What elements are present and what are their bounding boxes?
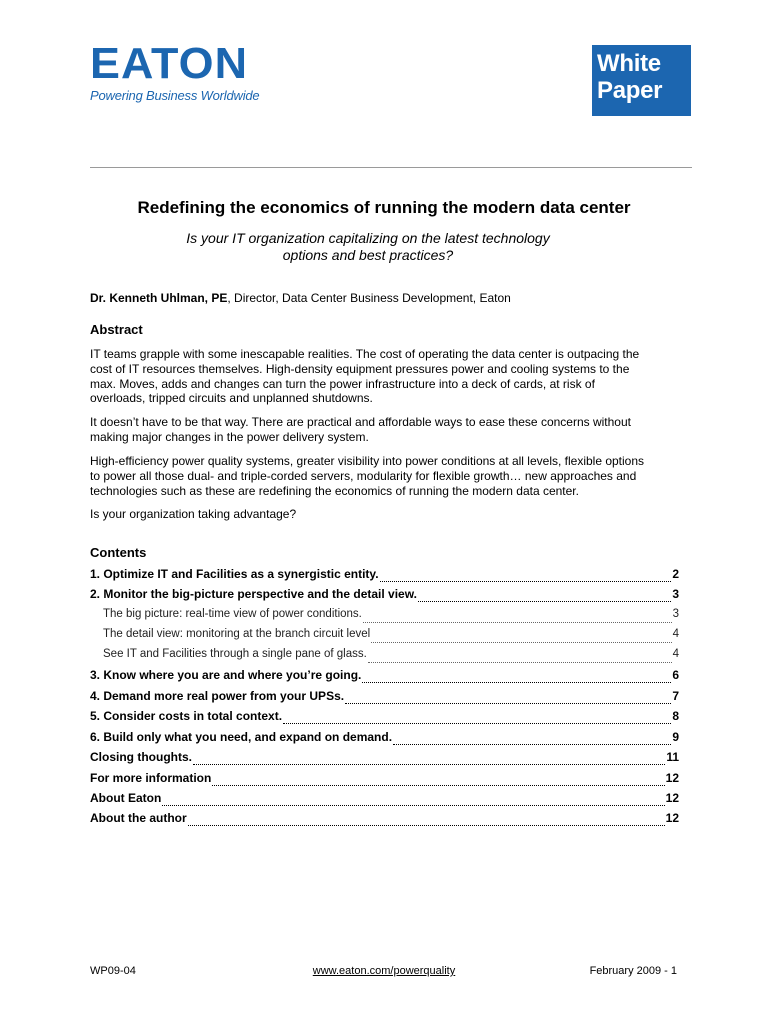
toc-entry-page-number: 2 (672, 567, 679, 581)
badge-line-2: Paper (597, 77, 663, 104)
logo-wordmark: EATON (90, 39, 249, 88)
document-title: Redefining the economics of running the modern data center (137, 198, 631, 217)
toc-entry-label: The detail view: monitoring at the branch circuit level (103, 628, 371, 640)
abstract-heading: Abstract (90, 322, 143, 337)
toc-entry-label: See IT and Facilities through a single pane of glass. (103, 648, 367, 660)
badge-line-1: White (597, 50, 661, 77)
toc-entry-label: About the author (90, 811, 187, 825)
white-paper-badge (592, 45, 691, 116)
subtitle-line-1: Is your IT organization capitalizing on the latest technology (186, 230, 550, 246)
toc-entry-page-number: 9 (672, 730, 679, 744)
toc-dot-leader (380, 581, 672, 582)
toc-entry-page-number: 12 (665, 811, 679, 825)
toc-entry-label: 4. Demand more real power from your UPSs. (90, 689, 345, 703)
toc-entry-page-number: 12 (665, 791, 679, 805)
toc-entry-label: 5. Consider costs in total context. (90, 709, 283, 723)
document-subtitle (0, 230, 736, 264)
toc-entry[interactable] (90, 750, 679, 770)
toc-dot-leader (193, 764, 665, 765)
footer-doc-id: WP09-04 (90, 965, 136, 977)
toc-entry[interactable] (103, 648, 679, 668)
paragraph-line: cost of IT resources themselves. High-density equipment pressures power and cooling systems to the (90, 361, 630, 376)
toc-entry-page-number: 6 (672, 668, 679, 682)
toc-entry-page-number: 8 (672, 709, 679, 723)
toc-entry-page-number: 12 (665, 771, 679, 785)
toc-dot-leader (283, 723, 671, 724)
toc-entry[interactable] (90, 771, 679, 791)
toc-dot-leader (363, 622, 672, 623)
logo-tagline: Powering Business Worldwide (90, 88, 260, 103)
paragraph-line: technologies such as these are redefining the economics of running the modern data center. (90, 483, 579, 498)
toc-entry-label: 6. Build only what you need, and expand on demand. (90, 730, 393, 744)
abstract-paragraph-1 (90, 347, 680, 406)
toc-entry-label: About Eaton (90, 791, 162, 805)
toc-entry[interactable] (103, 608, 679, 628)
paragraph-line: Is your organization taking advantage? (90, 507, 297, 521)
toc-entry[interactable] (90, 587, 679, 607)
toc-dot-leader (393, 744, 671, 745)
toc-entry-page-number: 3 (672, 587, 679, 601)
toc-dot-leader (418, 601, 671, 602)
toc-entry-page-number: 4 (672, 628, 679, 640)
paragraph-line: overloads, tripped circuits and unplanned shutdowns. (90, 391, 373, 406)
toc-entry-label: For more information (90, 771, 212, 785)
toc-dot-leader (162, 805, 664, 806)
toc-entry[interactable] (90, 730, 679, 750)
author-line (90, 291, 511, 306)
toc-entry[interactable] (90, 567, 679, 587)
footer-date-page: February 2009 - 1 (589, 965, 677, 977)
toc-entry-label: The big picture: real-time view of power conditions. (103, 608, 362, 620)
toc-entry[interactable] (90, 668, 679, 688)
toc-entry-label: 2. Monitor the big-picture perspective and the detail view. (90, 587, 417, 601)
toc-dot-leader (371, 642, 671, 643)
toc-entry-label: 3. Know where you are and where you’re going. (90, 668, 362, 682)
abstract-paragraph-4 (90, 507, 680, 522)
paragraph-line: IT teams grapple with some inescapable realities. The cost of operating the data center is outpacing the (90, 347, 640, 361)
toc-entry[interactable] (90, 689, 679, 709)
paragraph-line: to power all those dual- and triple-corded servers, modularity for flexible growth… new approaches and (90, 468, 637, 483)
header-divider (90, 167, 692, 168)
toc-entry[interactable] (90, 791, 679, 811)
toc-entry-page-number: 11 (666, 750, 679, 764)
toc-entry[interactable] (103, 628, 679, 648)
toc-entry-label: 1. Optimize IT and Facilities as a synergistic entity. (90, 567, 379, 581)
toc-entry-page-number: 3 (672, 608, 679, 620)
author-name: Dr. Kenneth Uhlman, PE (90, 291, 228, 305)
toc-entry-page-number: 4 (672, 648, 679, 660)
toc-dot-leader (212, 785, 664, 786)
abstract-paragraph-3 (90, 454, 680, 498)
abstract-paragraph-2 (90, 415, 680, 445)
toc-dot-leader (188, 825, 665, 826)
toc-entry[interactable] (90, 709, 679, 729)
toc-dot-leader (362, 682, 671, 683)
toc-entry[interactable] (90, 811, 679, 831)
contents-heading: Contents (90, 545, 147, 560)
toc-entry-label: Closing thoughts. (90, 750, 192, 764)
paragraph-line: making major changes in the power delivery system. (90, 429, 369, 444)
footer-url-link[interactable]: www.eaton.com/powerquality (312, 965, 456, 977)
paragraph-line: max. Moves, adds and changes can turn the power infrastructure into a deck of cards, at risk of (90, 376, 595, 391)
toc-dot-leader (368, 662, 672, 663)
paragraph-line: High-efficiency power quality systems, greater visibility into power conditions at all levels, flexible options (90, 454, 645, 468)
eaton-logo (90, 39, 290, 103)
paragraph-line: It doesn’t have to be that way. There are practical and affordable ways to ease these concerns without (90, 415, 631, 429)
author-role: , Director, Data Center Business Development, Eaton (227, 291, 511, 305)
toc-dot-leader (345, 703, 671, 704)
subtitle-line-2: options and best practices? (282, 247, 454, 263)
toc-entry-page-number: 7 (672, 689, 679, 703)
